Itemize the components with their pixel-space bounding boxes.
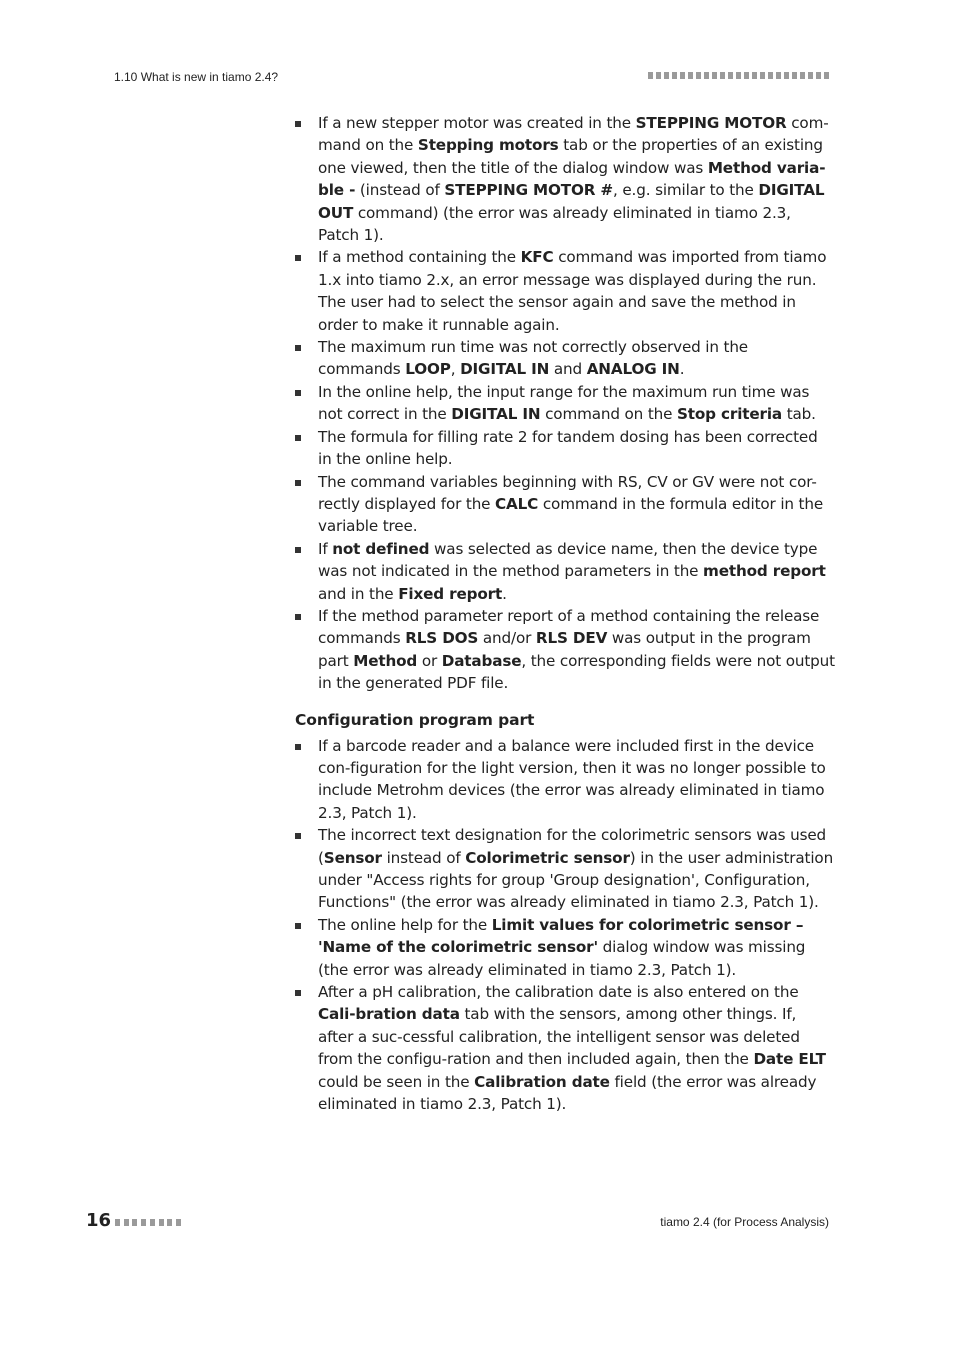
bullet-item: If the method parameter report of a method containing the release commands RLS DOS and/or RLS DEV was output in the program part Method or Database, the corresponding fields were not output in the generated PDF file. (295, 605, 835, 695)
bold-term: Colorimetric sensor (465, 848, 630, 867)
bug-fix-list-method (295, 112, 835, 695)
bold-term: Calibration date (474, 1072, 610, 1091)
bold-term: Cali-bration data (318, 1005, 460, 1024)
bold-term: DIGITAL OUT (318, 181, 825, 222)
bold-term: STEPPING MOTOR # (444, 181, 613, 200)
bullet-item: In the online help, the input range for the maximum run time was not correct in the DIGITAL IN command on the Stop criteria tab. (295, 381, 835, 426)
bold-term: CALC (495, 494, 539, 513)
bold-term: Method (353, 651, 418, 670)
bullet-item: If a method containing the KFC command was imported from tiamo 1.x into tiamo 2.x, an error message was displayed during the run. The user had to select the sensor again and save the method in order to make it runnable again. (295, 246, 835, 336)
bold-term: LOOP (405, 360, 451, 379)
page-number: 16 (86, 1210, 112, 1231)
bold-term: Database (441, 651, 522, 670)
bullet-item: After a pH calibration, the calibration date is also entered on the Cali-bration data tab with the sensors, among other things. If, after a suc-cessful calibration, the intelligent sensor was deleted from the configu-ration and then included again, then the Date ELT could be seen in the Calibration date field (the error was already eliminated in tiamo 2.3, Patch 1). (295, 981, 835, 1115)
bold-term: DIGITAL IN (460, 360, 550, 379)
bold-term: KFC (520, 248, 554, 267)
section-heading-configuration: Configuration program part (295, 710, 535, 729)
bold-term: DIGITAL IN (451, 405, 541, 424)
bold-term: Stop criteria (676, 405, 783, 424)
document-title: tiamo 2.4 (for Process Analysis) (660, 1215, 829, 1229)
bold-term: RLS DEV (535, 629, 608, 648)
header-decoration-squares (648, 72, 829, 80)
bold-term: Method varia-ble - (318, 158, 826, 200)
bullet-item: The online help for the Limit values for colorimetric sensor – 'Name of the colorimetric sensor' dialog window was missing (the error was already eliminated in tiamo 2.3, Patch 1). (295, 914, 835, 981)
bullet-item: The incorrect text designation for the colorimetric sensors was used (Sensor instead of Colorimetric sensor) in the user administration under "Access rights for group 'Group designation', Configuration, Functions" (the error was already eliminated in tiamo 2.3, Patch 1). (295, 824, 835, 914)
bold-term: method report (703, 562, 826, 581)
bold-term: not defined (332, 539, 430, 558)
header-section-title: 1.10 What is new in tiamo 2.4? (114, 70, 279, 84)
bold-term: ANALOG IN (586, 360, 680, 379)
bold-term: Stepping motors (417, 136, 559, 155)
bullet-item: If a barcode reader and a balance were included first in the device con-figuration for the light version, then it was no longer possible to include Metrohm devices (the error was already eliminated in tiamo 2.3, Patch 1). (295, 735, 835, 825)
bullet-item: If not defined was selected as device name, then the device type was not indicated in the method parameters in the method report and in the Fixed report. (295, 538, 835, 605)
bold-term: RLS DOS (405, 629, 479, 648)
bold-term: Limit values for colorimetric sensor – 'Name of the colorimetric sensor' (318, 915, 804, 957)
bullet-item: The command variables beginning with RS, CV or GV were not cor-rectly displayed for the CALC command in the formula editor in the variable tree. (295, 471, 835, 538)
bold-term: Fixed report (398, 584, 503, 603)
bullet-item: The maximum run time was not correctly observed in the commands LOOP, DIGITAL IN and ANALOG IN. (295, 336, 835, 381)
bold-term: Sensor (323, 848, 382, 867)
bug-fix-list-configuration (295, 735, 835, 1116)
bold-term: STEPPING MOTOR (635, 114, 787, 132)
footer-decoration-squares (115, 1219, 181, 1227)
bullet-item: The formula for filling rate 2 for tandem dosing has been corrected in the online help. (295, 426, 835, 471)
bold-term: Date ELT (753, 1050, 826, 1069)
bullet-item: If a new stepper motor was created in the STEPPING MOTOR com-mand on the Stepping motors tab or the properties of an existing one viewed, then the title of the dialog window was Method varia-ble - (instead of STEPPING MOTOR #, e.g. similar to the DIGITAL OUT command) (the error was already eliminated in tiamo 2.3, Patch 1). (295, 112, 835, 246)
main-content (295, 112, 835, 1115)
